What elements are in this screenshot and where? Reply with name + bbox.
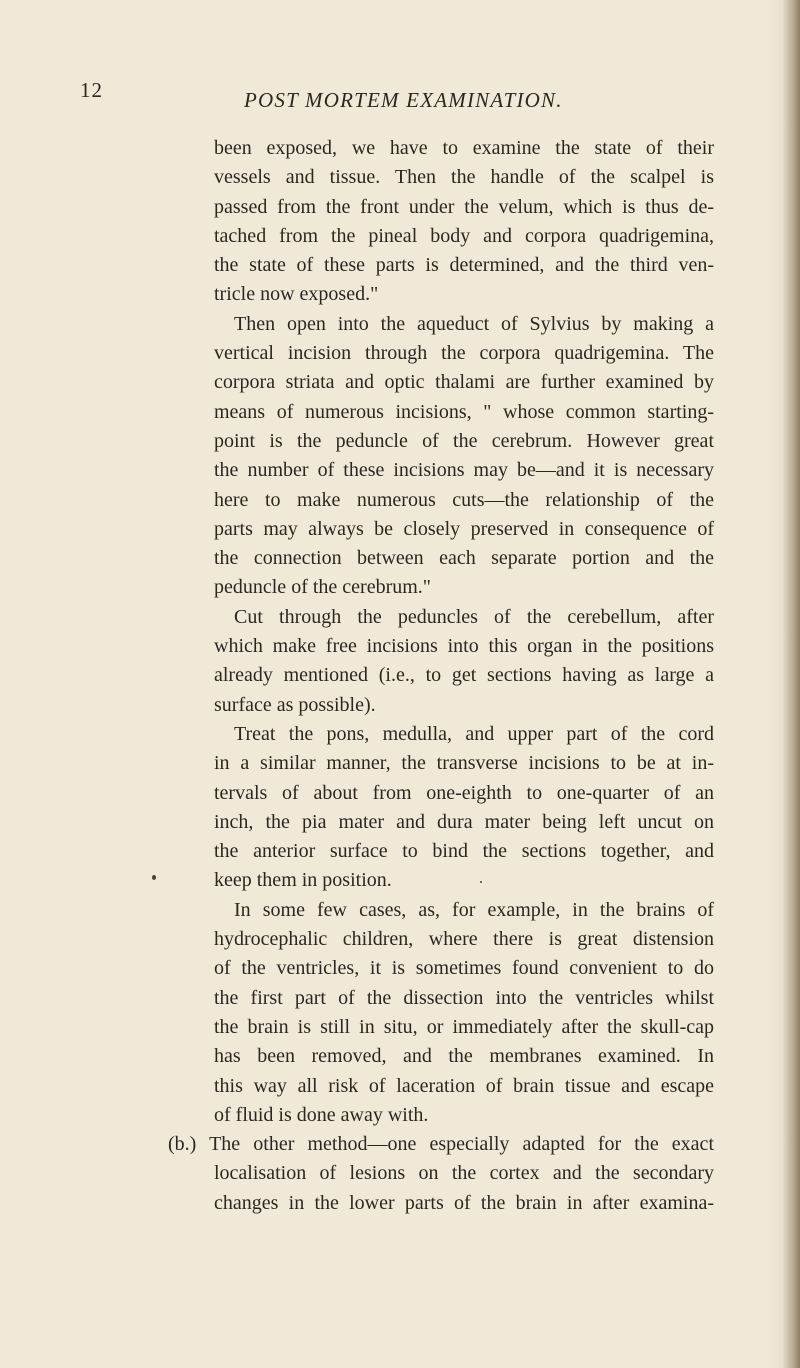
text-line: keep them in position.	[214, 869, 392, 892]
ink-speck	[152, 875, 156, 880]
text-line: Cut through the peduncles of the cerebellum, after	[234, 605, 714, 628]
text-line: inch, the pia mater and dura mater being left uncut on	[214, 810, 714, 833]
text-line: which make free incisions into this organ in the positions	[214, 635, 714, 658]
text-line: tached from the pineal body and corpora quadrigemina,	[214, 224, 714, 247]
page-header	[0, 78, 800, 118]
text-line: means of numerous incisions, " whose common starting-	[214, 400, 714, 423]
text-line: (b.) The other method—one especially adapted for the exact	[168, 1133, 714, 1156]
text-line: the connection between each separate portion and the	[214, 547, 714, 570]
running-title: POST MORTEM EXAMINATION.	[244, 88, 563, 112]
text-line: the first part of the dissection into the ventricles whilst	[214, 986, 714, 1009]
text-line: vessels and tissue. Then the handle of the scalpel is	[214, 166, 714, 189]
text-line: surface as possible).	[214, 693, 376, 716]
text-line: tricle now exposed."	[214, 283, 379, 306]
text-line: been exposed, we have to examine the state of their	[214, 137, 714, 159]
text-line: In some few cases, as, for example, in the brains of	[234, 898, 714, 921]
text-line: of fluid is done away with.	[214, 1103, 429, 1126]
text-line: has been removed, and the membranes examined. In	[214, 1045, 714, 1068]
ink-speck	[480, 881, 482, 883]
text-line: Treat the pons, medulla, and upper part of the cord	[234, 722, 714, 745]
text-line: parts may always be closely preserved in consequence of	[214, 517, 714, 540]
text-line: point is the peduncle of the cerebrum. However great	[214, 429, 714, 452]
body-text	[168, 134, 714, 1218]
text-line: here to make numerous cuts—the relationship of the	[214, 488, 714, 511]
text-line: hydrocephalic children, where there is great distension	[214, 928, 714, 951]
page-edge-shadow	[782, 0, 800, 1368]
text-line: corpora striata and optic thalami are further examined by	[214, 371, 714, 394]
text-line: already mentioned (i.e., to get sections having as large a	[214, 664, 714, 687]
text-line: peduncle of the cerebrum."	[214, 576, 431, 599]
text-line: vertical incision through the corpora quadrigemina. The	[214, 342, 714, 365]
text-line: the brain is still in situ, or immediately after the skull-cap	[214, 1015, 714, 1038]
text-line: the state of these parts is determined, and the third ven-	[214, 254, 714, 277]
text-line: changes in the lower parts of the brain in after examina-	[214, 1191, 714, 1214]
text-line: of the ventricles, it is sometimes found convenient to do	[214, 957, 714, 980]
text-line: the anterior surface to bind the sections together, and	[214, 840, 714, 863]
text-line: passed from the front under the velum, which is thus de-	[214, 195, 714, 218]
page-number: 12	[80, 78, 103, 102]
text-line: localisation of lesions on the cortex and the secondary	[214, 1162, 714, 1185]
text-line: in a similar manner, the transverse incisions to be at in-	[214, 752, 714, 775]
text-line: tervals of about from one-eighth to one-quarter of an	[214, 781, 714, 804]
text-line: Then open into the aqueduct of Sylvius by making a	[234, 312, 714, 335]
text-line: this way all risk of laceration of brain tissue and escape	[214, 1074, 714, 1097]
text-line: the number of these incisions may be—and it is necessary	[214, 459, 714, 482]
